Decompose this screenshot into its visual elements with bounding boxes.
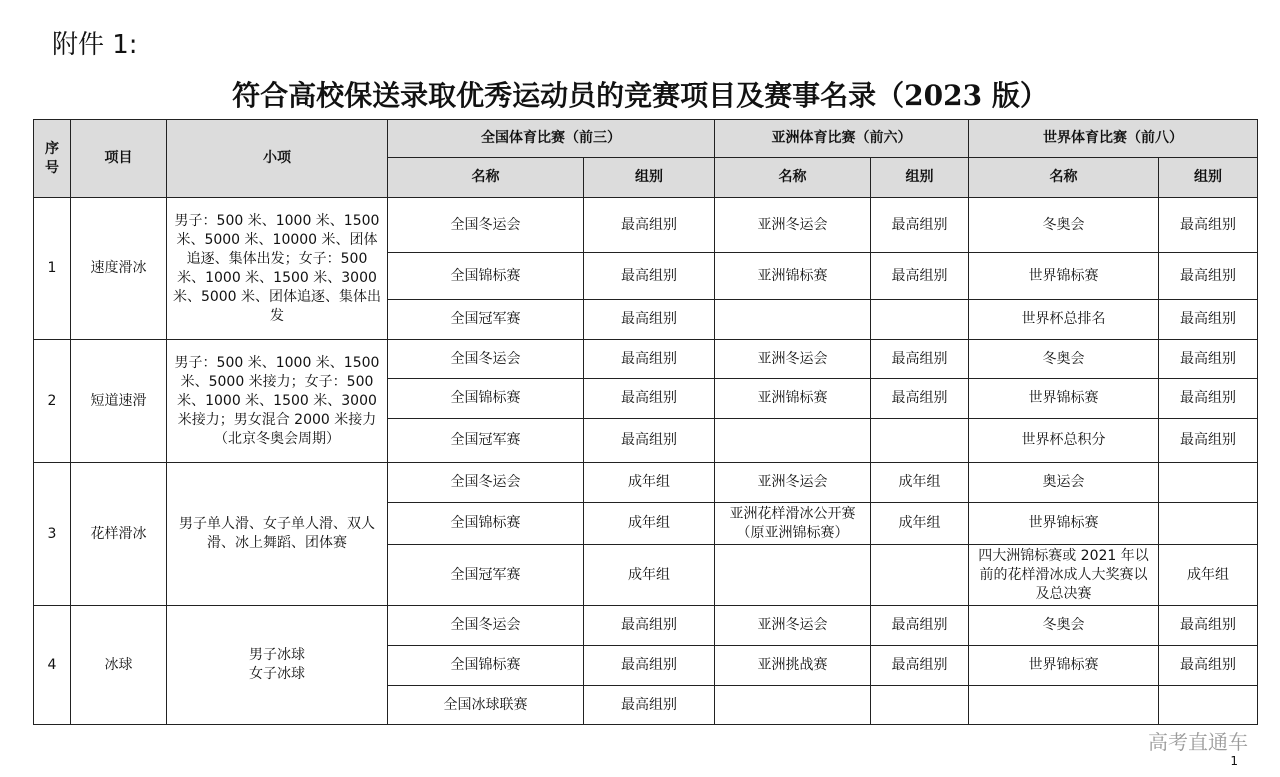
world-name-cell: 冬奥会 — [969, 340, 1159, 379]
world-name-cell: 世界锦标赛 — [969, 503, 1159, 545]
asian-name-cell — [715, 686, 871, 725]
asian-name-cell: 亚洲冬运会 — [715, 606, 871, 646]
header-asian-group: 组别 — [871, 158, 969, 198]
asian-name-cell: 亚洲冬运会 — [715, 340, 871, 379]
national-name-cell: 全国冠军赛 — [388, 545, 584, 606]
asian-group-cell: 最高组别 — [871, 340, 969, 379]
world-group-cell: 最高组别 — [1159, 379, 1258, 419]
national-name-cell: 全国锦标赛 — [388, 503, 584, 545]
sub-items-cell: 男子冰球 女子冰球 — [167, 606, 388, 725]
national-name-cell: 全国冠军赛 — [388, 300, 584, 340]
header-seq: 序号 — [34, 120, 71, 198]
project-cell: 短道速滑 — [71, 340, 167, 463]
project-cell: 冰球 — [71, 606, 167, 725]
table-row — [34, 340, 1258, 379]
project-cell: 花样滑冰 — [71, 463, 167, 606]
world-name-cell — [969, 686, 1159, 725]
world-name-cell: 世界锦标赛 — [969, 646, 1159, 686]
header-national: 全国体育比赛（前三） — [388, 120, 715, 158]
national-group-cell: 最高组别 — [584, 300, 715, 340]
national-group-cell: 最高组别 — [584, 253, 715, 300]
asian-group-cell: 成年组 — [871, 463, 969, 503]
world-group-cell: 最高组别 — [1159, 419, 1258, 463]
header-project: 项目 — [71, 120, 167, 198]
national-name-cell: 全国锦标赛 — [388, 253, 584, 300]
header-asian-name: 名称 — [715, 158, 871, 198]
watermark: 高考直通车 — [1148, 730, 1248, 754]
header-national-group: 组别 — [584, 158, 715, 198]
world-group-cell: 最高组别 — [1159, 340, 1258, 379]
seq-cell: 3 — [34, 463, 71, 606]
asian-group-cell: 最高组别 — [871, 646, 969, 686]
document-title: 符合高校保送录取优秀运动员的竞赛项目及赛事名录（2023 版） — [232, 79, 1048, 112]
national-name-cell: 全国冰球联赛 — [388, 686, 584, 725]
asian-name-cell: 亚洲冬运会 — [715, 463, 871, 503]
page-number: 1 — [1230, 754, 1238, 768]
world-group-cell — [1159, 503, 1258, 545]
world-group-cell: 最高组别 — [1159, 300, 1258, 340]
asian-name-cell: 亚洲挑战赛 — [715, 646, 871, 686]
national-group-cell: 成年组 — [584, 463, 715, 503]
asian-name-cell — [715, 419, 871, 463]
national-name-cell: 全国冬运会 — [388, 340, 584, 379]
seq-cell: 2 — [34, 340, 71, 463]
national-name-cell: 全国冠军赛 — [388, 419, 584, 463]
seq-cell: 4 — [34, 606, 71, 725]
asian-group-cell: 最高组别 — [871, 606, 969, 646]
world-name-cell: 四大洲锦标赛或 2021 年以前的花样滑冰成人大奖赛以及总决赛 — [969, 545, 1159, 606]
header-sub: 小项 — [167, 120, 388, 198]
sub-items-cell: 男子：500 米、1000 米、1500 米、5000 米接力；女子：500 米、1000 米、1500 米、3000 米接力；男女混合 2000 米接力（北京冬奥会周期） — [167, 340, 388, 463]
asian-name-cell: 亚洲花样滑冰公开赛（原亚洲锦标赛） — [715, 503, 871, 545]
table-row — [34, 606, 1258, 646]
world-group-cell — [1159, 463, 1258, 503]
national-name-cell: 全国锦标赛 — [388, 379, 584, 419]
world-group-cell: 最高组别 — [1159, 646, 1258, 686]
national-name-cell: 全国锦标赛 — [388, 646, 584, 686]
world-name-cell: 世界锦标赛 — [969, 379, 1159, 419]
event-list-table — [33, 119, 1258, 725]
asian-group-cell: 最高组别 — [871, 253, 969, 300]
table-row — [34, 198, 1258, 253]
national-group-cell: 最高组别 — [584, 646, 715, 686]
national-name-cell: 全国冬运会 — [388, 463, 584, 503]
world-name-cell: 世界锦标赛 — [969, 253, 1159, 300]
asian-name-cell — [715, 545, 871, 606]
asian-group-cell: 成年组 — [871, 503, 969, 545]
asian-name-cell: 亚洲冬运会 — [715, 198, 871, 253]
seq-cell: 1 — [34, 198, 71, 340]
header-world-group: 组别 — [1159, 158, 1258, 198]
asian-group-cell — [871, 545, 969, 606]
header-asian: 亚洲体育比赛（前六） — [715, 120, 969, 158]
project-cell: 速度滑冰 — [71, 198, 167, 340]
sub-items-cell: 男子：500 米、1000 米、1500 米、5000 米、10000 米、团体追逐、集体出发；女子：500 米、1000 米、1500 米、3000 米、5000 米、团体追逐、集体出发 — [167, 198, 388, 340]
asian-group-cell: 最高组别 — [871, 379, 969, 419]
world-name-cell: 世界杯总排名 — [969, 300, 1159, 340]
national-group-cell: 成年组 — [584, 503, 715, 545]
national-group-cell: 最高组别 — [584, 379, 715, 419]
national-group-cell: 最高组别 — [584, 686, 715, 725]
national-name-cell: 全国冬运会 — [388, 198, 584, 253]
header-world: 世界体育比赛（前八） — [969, 120, 1258, 158]
asian-name-cell — [715, 300, 871, 340]
national-group-cell: 成年组 — [584, 545, 715, 606]
asian-group-cell — [871, 300, 969, 340]
asian-name-cell: 亚洲锦标赛 — [715, 379, 871, 419]
world-name-cell: 世界杯总积分 — [969, 419, 1159, 463]
asian-group-cell — [871, 686, 969, 725]
sub-items-cell: 男子单人滑、女子单人滑、双人滑、冰上舞蹈、团体赛 — [167, 463, 388, 606]
world-group-cell: 成年组 — [1159, 545, 1258, 606]
header-national-name: 名称 — [388, 158, 584, 198]
world-name-cell: 奥运会 — [969, 463, 1159, 503]
asian-name-cell: 亚洲锦标赛 — [715, 253, 871, 300]
world-group-cell — [1159, 686, 1258, 725]
national-group-cell: 最高组别 — [584, 340, 715, 379]
asian-group-cell — [871, 419, 969, 463]
world-group-cell: 最高组别 — [1159, 606, 1258, 646]
national-group-cell: 最高组别 — [584, 606, 715, 646]
world-group-cell: 最高组别 — [1159, 198, 1258, 253]
attachment-label: 附件 1: — [52, 30, 138, 60]
world-name-cell: 冬奥会 — [969, 198, 1159, 253]
national-group-cell: 最高组别 — [584, 419, 715, 463]
national-group-cell: 最高组别 — [584, 198, 715, 253]
asian-group-cell: 最高组别 — [871, 198, 969, 253]
world-group-cell: 最高组别 — [1159, 253, 1258, 300]
world-name-cell: 冬奥会 — [969, 606, 1159, 646]
header-world-name: 名称 — [969, 158, 1159, 198]
table-row — [34, 463, 1258, 503]
national-name-cell: 全国冬运会 — [388, 606, 584, 646]
